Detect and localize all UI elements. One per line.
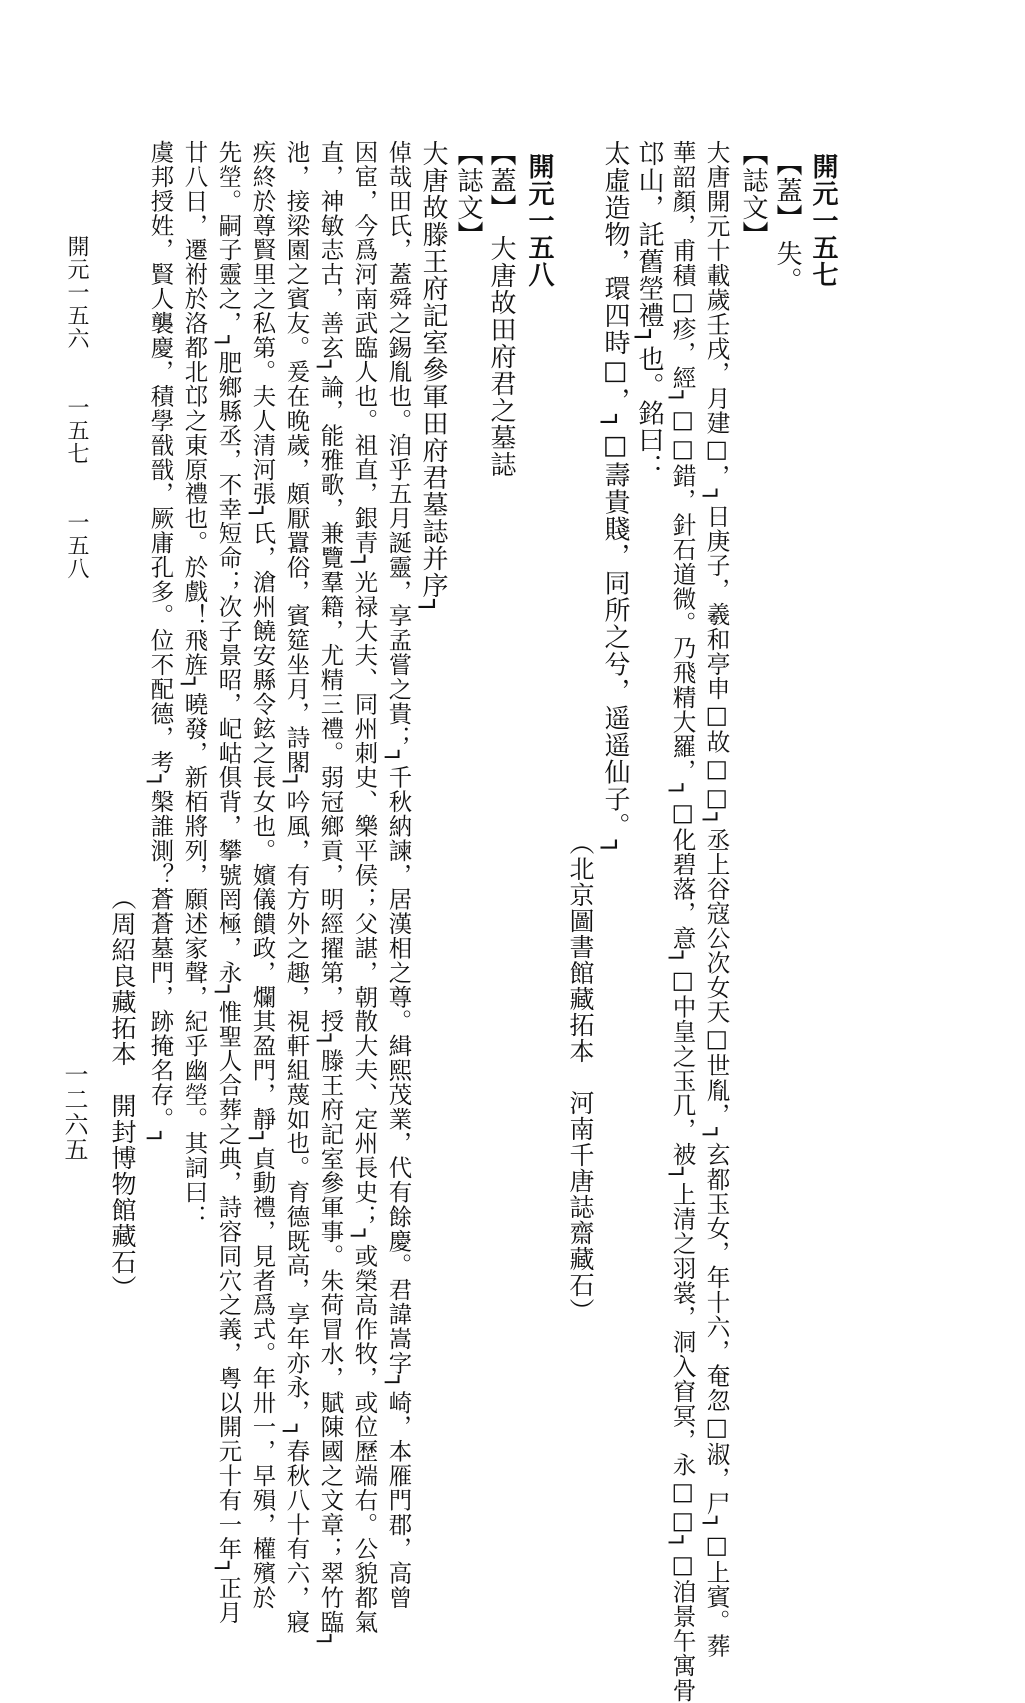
line-157-4: 太虛造物，環四時□，┐□壽貴賤，同所之兮，遥遥仙子。┐ bbox=[600, 140, 630, 857]
page-number: 一二六五 bbox=[60, 1062, 88, 1162]
line-157-3: 邙山，託舊塋禮┐也。銘曰： bbox=[634, 140, 664, 481]
line-158-4: 直，神敏志古，善玄┐論，能雅歌，兼覽羣籍，尤精三禮。弱冠鄉貢，明經擢第，授┐滕王府記室參軍事。朱荷冒水，賦陳國之文章；翠竹臨┐ bbox=[316, 140, 345, 1650]
source-158: （周紹良藏拓本 開封博物館藏石） bbox=[108, 885, 137, 1301]
line-158-5: 池，接梁園之賓友。爰在晚歲，頗厭囂俗，賓筵坐月，詩閣┐吟風，有方外之趣，視軒組蔑如也。育德既高，享年亦永，┐春秋八十有六，寢 bbox=[282, 140, 311, 1635]
source-157: （北京圖書館藏拓本 河南千唐誌齋藏石） bbox=[566, 830, 595, 1324]
label-158: 【誌文】 bbox=[453, 140, 483, 248]
cover-157: 【蓋】 失。 bbox=[772, 150, 802, 295]
line-157-1: 大唐開元十載歲壬戌，月建□，┐日庚子，羲和亭申□故□□┐丞上谷寇公次女天□世胤，┐玄都玉女，年十六，奄忽□淑，尸┐□上賓。葬 bbox=[702, 140, 731, 1659]
line-158-1: 大唐故滕王府記室參軍田府君墓誌并序┐ bbox=[418, 140, 448, 616]
line-158-9: 虞邦授姓，賢人襲慶，積學戩戩，厥庸孔多。位不配德，考┐槃誰測？蒼蒼墓門，跡掩名存。┐ bbox=[146, 140, 175, 1147]
line-158-2: 倬哉田氏，蓋舜之錫胤也。洎乎五月誕靈，享孟嘗之貴；┐千秋納諫，居漢相之尊。緝熙茂業，代有餘慶。君諱嵩字┐崎，本雁門郡，高曾 bbox=[384, 140, 413, 1610]
line-158-3: 因宦，今爲河南武臨人也。祖直，銀青┐光禄大夫、同州刺史、樂平侯；父諶，朝散大夫、定州長史；┐或榮高作牧，或位歷端右。公貌都氣 bbox=[350, 140, 379, 1635]
line-157-2: 華韶顏，甫積□疹，經┐□□錯，針石道微。乃飛精大羅，┐□化碧落，意┐□中皇之玉几，被┐上清之羽裳，洞入窅冥，永□□┐□洎景午寓骨 bbox=[668, 140, 697, 1703]
heading-157: 開元一五七 bbox=[808, 153, 838, 288]
cover-158: 【蓋】 大唐故田府君之墓誌 bbox=[486, 140, 516, 478]
label-157: 【誌文】 bbox=[738, 140, 768, 248]
line-158-6: 疾終於尊賢里之私第。夫人清河張┐氏，滄州饒安縣令鉉之長女也。嬪儀饋政，爛其盈門，靜┐貞動禮，見者爲式。年卅一，早殞，權殯於 bbox=[248, 140, 277, 1610]
line-158-7: 先塋。嗣子靈之，┐肥鄉縣丞，不幸短命；次子景昭，屺岵俱背，攀號罔極，永┐惟聖人合葬之典，詩容同穴之義，粤以開元十有一年┐正月 bbox=[214, 140, 243, 1625]
heading-158: 開元一五八 bbox=[524, 153, 554, 288]
line-158-8: 廿八日，遷祔於洛都北邙之東原禮也。於戲！飛旌┐曉發，新栢將列，願述家聲，紀乎幽塋。其詞曰： bbox=[180, 140, 209, 1229]
running-footer: 開元一五六 一五七 一五八 bbox=[64, 235, 89, 580]
